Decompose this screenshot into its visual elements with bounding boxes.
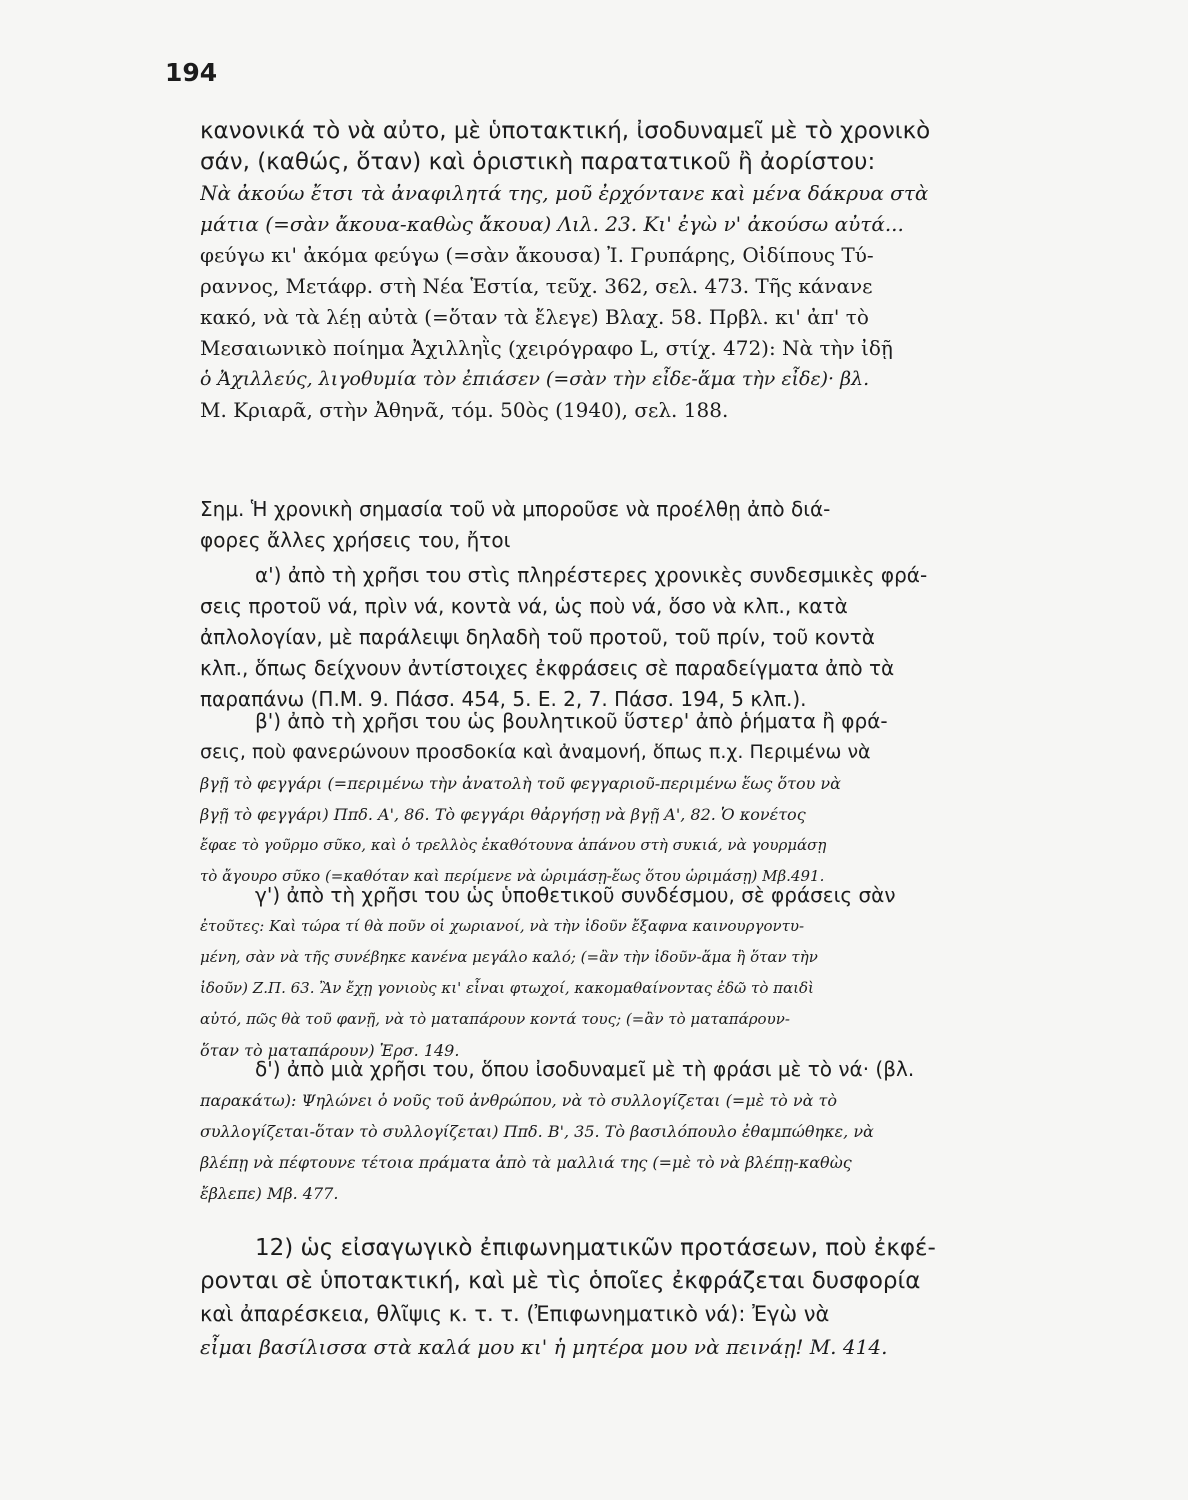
note-line: φορες ἄλλες χρήσεις του, ἤτοι [200,528,511,552]
text-line: Νὰ ἀκούω ἔτσι τὰ ἀναφιλητά της, μοῦ ἐρχόντανε καὶ μένα δάκρυα στὰ [200,181,929,205]
item-c-line: ἐτοῦτες: Καὶ τώρα τί θὰ ποῦν οἱ χωριανοί, νὰ τὴν ἰδοῦν ἔξαφνα καινουργοντυ- [200,917,805,935]
item-c-line: γ') ἀπὸ τὴ χρῆσι του ὡς ὑποθετικοῦ συνδέσμου, σὲ φράσεις σὰν [255,883,896,907]
item-12-block [200,1232,1050,1364]
text-line: Μ. Κριαρᾶ, στὴν Ἀθηνᾶ, τόμ. 50ὸς (1940), σελ. 188. [200,398,729,422]
item-d-line: βλέπῃ νὰ πέφτουνε τέτοια πράματα ἀπὸ τὰ μαλλιά της (=μὲ τὸ νὰ βλέπῃ-καθὼς [200,1153,852,1172]
item-c-line: ἰδοῦν) Ζ.Π. 63. Ἂν ἔχῃ γονιοὺς κι' εἶναι φτωχοί, κακομαθαίνοντας ἐδῶ τὸ παιδὶ [200,979,814,997]
item-c-line: ὅταν τὸ ματαπάρουν) Ἐρσ. 149. [200,1041,460,1060]
page-number: 194 [165,58,218,87]
text-line: μάτια (=σὰν ἄκουα-καθὼς ἄκουα) Λιλ. 23. Κι' ἐγὼ ν' ἀκούσω αὐτά... [200,212,904,236]
item-b-line: ἔφαε τὸ γοῦρμο σῦκο, καὶ ὁ τρελλὸς ἐκαθότουνα ἀπάνου στὴ συκιά, νὰ γουρμάσῃ [200,836,827,854]
item-b-line: βγῇ τὸ φεγγάρι (=περιμένω τὴν ἀνατολὴ τοῦ φεγγαριοῦ-περιμένω ἕως ὅτου νὰ [200,774,841,793]
text-line: ὁ Ἀχιλλεύς, λιγοθυμία τὸν ἐπιάσεν (=σὰν τὴν εἶδε-ἅμα τὴν εἶδε)· βλ. [200,368,870,390]
item-d-line: ἔβλεπε) Μβ. 477. [200,1184,339,1203]
text-line: κανονικά τὸ νὰ αὐτο, μὲ ὑποτακτική, ἰσοδυναμεῖ μὲ τὸ χρονικὸ [200,118,931,144]
item-12-line: ρονται σὲ ὑποτακτική, καὶ μὲ τὶς ὁποῖες ἐκφράζεται δυσφορία [200,1268,921,1294]
text-line: κακό, νὰ τὰ λέῃ αὐτὰ (=ὅταν τὰ ἔλεγε) Βλαχ. 58. Πρβλ. κι' ἀπ' τὸ [200,305,869,329]
item-d-block [200,1054,1050,1209]
item-b-line: βγῇ τὸ φεγγάρι) Ππδ. Α', 86. Τὸ φεγγάρι θἀργήσῃ νὰ βγῇ Α', 82. Ὁ κονέτος [200,805,806,824]
note-block [200,494,1050,556]
item-d-line: συλλογίζεται-ὅταν τὸ συλλογίζεται) Ππδ. Β', 35. Τὸ βασιλόπουλο ἐθαμπώθηκε, νὰ [200,1122,874,1141]
item-a-line: κλπ., ὅπως δείχνουν ἀντίστοιχες ἐκφράσεις σὲ παραδείγματα ἀπὸ τὰ [200,656,895,680]
item-b-line: σεις, ποὺ φανερώνουν προσδοκία καὶ ἀναμονή, ὅπως π.χ. Περιμένω νὰ [200,741,871,763]
item-d-line: δ') ἀπὸ μιὰ χρῆσι του, ὅπου ἰσοδυναμεῖ μὲ τὴ φράσι μὲ τὸ νά· (βλ. [255,1057,915,1081]
text-line: φεύγω κι' ἀκόμα φεύγω (=σὰν ἄκουσα) Ἰ. Γρυπάρης, Οἰδίπους Τύ- [200,243,874,267]
item-b-line: β') ἀπὸ τὴ χρῆσι του ὡς βουλητικοῦ ὕστερ' ἀπὸ ῥήματα ἢ φρά- [255,709,888,733]
item-a-line: α') ἀπὸ τὴ χρῆσι του στὶς πληρέστερες χρονικὲς συνδεσμικὲς φρά- [255,563,928,587]
item-c-line: αὐτό, πῶς θὰ τοῦ φανῇ, νὰ τὸ ματαπάρουν κοντά τους; (=ἂν τὸ ματαπάρουν- [200,1010,790,1028]
note-line: Σημ. Ἡ χρονικὴ σημασία τοῦ νὰ μποροῦσε νὰ προέλθῃ ἀπὸ διά- [200,497,831,521]
text-line: ραννος, Μετάφρ. στὴ Νέα Ἑστία, τεῦχ. 362, σελ. 473. Τῆς κάνανε [200,274,873,298]
item-12-line: καὶ ἀπαρέσκεια, θλῖψις κ. τ. τ. (Ἐπιφωνηματικὸ νά): Ἐγὼ νὰ [200,1302,830,1326]
item-c-line: μένη, σὰν νὰ τῆς συνέβηκε κανένα μεγάλο καλό; (=ἂν τὴν ἰδοῦν-ἅμα ἢ ὅταν τὴν [200,948,818,966]
item-a-line: ἀπλολογίαν, μὲ παράλειψι δηλαδὴ τοῦ προτοῦ, τοῦ πρίν, τοῦ κοντὰ [200,625,875,649]
item-b-line: τὸ ἄγουρο σῦκο (=καθόταν καὶ περίμενε νὰ ὡριμάσῃ-ἕως ὅτου ὡριμάσῃ) Μβ.491. [200,867,825,885]
text-line: Μεσαιωνικὸ ποίημα Ἀχιλληῒς (χειρόγραφο L, στίχ. 472): Νὰ τὴν ἰδῇ [200,336,893,360]
item-a-block [200,560,1050,715]
item-a-line: παραπάνω (Π.Μ. 9. Πάσσ. 454, 5. Ε. 2, 7. Πάσσ. 194, 5 κλπ.). [200,687,807,711]
text-line: σάν, (καθώς, ὅταν) καὶ ὁριστικὴ παρατατικοῦ ἢ ἀορίστου: [200,149,876,175]
intro-paragraph [200,116,1050,426]
item-12-line: 12) ὡς εἰσαγωγικὸ ἐπιφωνηματικῶν προτάσεων, ποὺ ἐκφέ- [255,1235,936,1261]
item-d-line: παρακάτω): Ψηλώνει ὁ νοῦς τοῦ ἀνθρώπου, νὰ τὸ συλλογίζεται (=μὲ τὸ νὰ τὸ [200,1091,837,1110]
item-b-block [200,706,1050,892]
item-c-block [200,880,1050,1066]
item-12-line: εἶμαι βασίλισσα στὰ καλά μου κι' ἡ μητέρα μου νὰ πεινάῃ! Μ. 414. [200,1335,888,1359]
item-a-line: σεις προτοῦ νά, πρὶν νά, κοντὰ νά, ὡς ποὺ νά, ὅσο νὰ κλπ., κατὰ [200,594,848,618]
